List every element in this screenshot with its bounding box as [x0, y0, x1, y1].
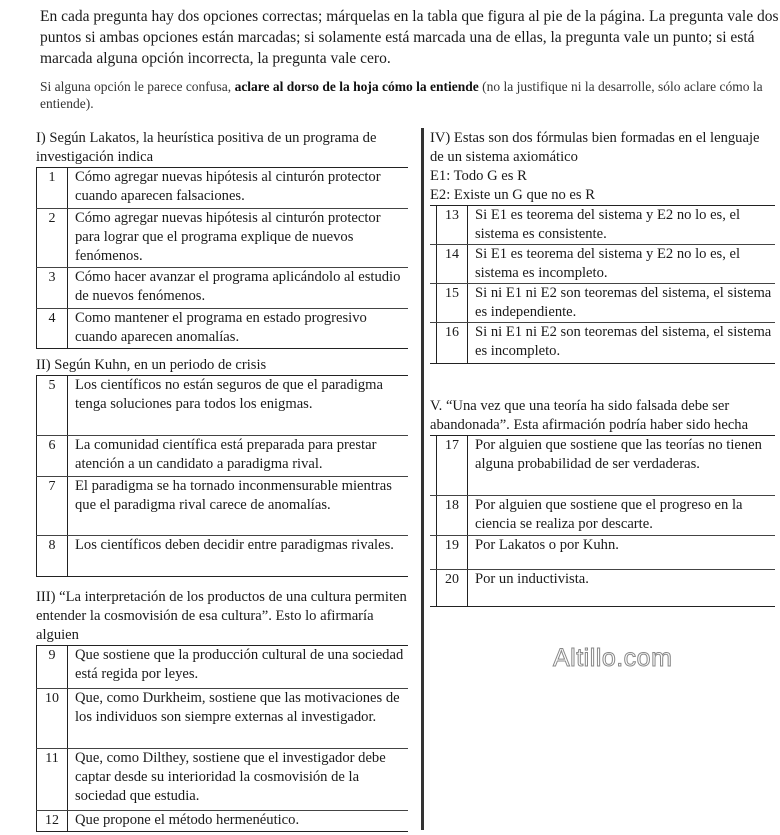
option-row[interactable]	[36, 476, 408, 535]
formula: E1: Todo G es R	[430, 168, 527, 184]
option-text: Por Lakatos o por Kuhn.	[475, 537, 619, 553]
option-number[interactable]: 2	[36, 209, 68, 267]
option-number[interactable]: 1	[36, 168, 68, 208]
option-row[interactable]	[430, 283, 775, 322]
option-number[interactable]: 16	[436, 323, 468, 363]
option-text: Como mantener el programa en estado progresivo cuando aparecen anomalías.	[75, 310, 367, 345]
option-number[interactable]: 9	[36, 646, 68, 688]
option-number[interactable]: 19	[436, 536, 468, 569]
option-row[interactable]	[36, 208, 408, 267]
question-heading: III) “La interpretación de los productos de una cultura permiten entender la cosmovisión de esa cultura”. Esto lo afirmaría alguien	[36, 589, 407, 643]
option-number[interactable]: 13	[436, 206, 468, 244]
option-row[interactable]	[36, 267, 408, 308]
question-2	[36, 356, 408, 577]
option-text: Los científicos no están seguros de que el paradigma tenga soluciones para todos los enigmas.	[75, 377, 383, 412]
instructions: En cada pregunta hay dos opciones correctas; márquelas en la tabla que figura al pie de la página. La pregunta vale dos puntos si ambas opciones están marcadas; si solamente está marcada una de ellas, la pregunta vale un punto; si está marcada alguna opción incorrecta, la pregunta vale cero.	[40, 8, 779, 67]
option-text: Que propone el método hermenéutico.	[75, 812, 300, 828]
option-text: Cómo agregar nuevas hipótesis al cinturón protector cuando aparecen falsaciones.	[75, 169, 381, 204]
question-5	[430, 397, 775, 607]
option-number[interactable]: 3	[36, 268, 68, 308]
option-number[interactable]: 7	[36, 477, 68, 535]
option-number[interactable]: 10	[36, 689, 68, 748]
option-text: Que, como Durkheim, sostiene que las motivaciones de los individuos son siempre externas al investigador.	[75, 690, 400, 725]
column-divider	[421, 128, 424, 830]
option-row[interactable]	[36, 748, 408, 810]
options-table	[430, 435, 775, 607]
option-text: Si ni E1 ni E2 son teoremas del sistema, el sistema es incompleto.	[475, 324, 772, 359]
option-number[interactable]: 17	[436, 436, 468, 495]
option-number[interactable]: 14	[436, 245, 468, 283]
option-text: Que sostiene que la producción cultural de una sociedad está regida por leyes.	[75, 647, 404, 682]
question-3	[36, 588, 408, 832]
option-row[interactable]	[430, 436, 775, 495]
question-4	[430, 129, 775, 364]
question-heading: IV) Estas son dos fórmulas bien formadas en el lenguaje de un sistema axiomático	[430, 130, 760, 165]
formula: E2: Existe un G que no es R	[430, 187, 595, 203]
option-text: Cómo agregar nuevas hipótesis al cinturón protector para lograr que el programa explique de nuevos fenómenos.	[75, 210, 381, 264]
question-heading: V. “Una vez que una teoría ha sido falsada debe ser abandonada”. Esta afirmación podría haber sido hecha	[430, 398, 749, 433]
option-number[interactable]: 5	[36, 376, 68, 435]
option-text: Los científicos deben decidir entre paradigmas rivales.	[75, 537, 394, 553]
note-text: Si alguna opción le parece confusa,	[40, 79, 235, 94]
option-text: La comunidad científica está preparada para prestar atención a un candidato a paradigma rival.	[75, 437, 377, 472]
option-row[interactable]	[36, 535, 408, 576]
option-text: El paradigma se ha tornado inconmensurable mientras que el paradigma rival carece de anomalías.	[75, 478, 392, 513]
question-1	[36, 129, 408, 349]
note-text-end: (no la justifique ni la desarrolle, sólo aclare cómo la entiende).	[40, 79, 763, 111]
option-number[interactable]: 18	[436, 496, 468, 535]
option-row[interactable]	[36, 168, 408, 208]
option-number[interactable]: 11	[36, 749, 68, 810]
option-row[interactable]	[36, 435, 408, 476]
option-row[interactable]	[36, 810, 408, 831]
options-table	[430, 205, 775, 364]
option-number[interactable]: 20	[436, 570, 468, 606]
option-row[interactable]	[36, 376, 408, 435]
watermark-logo: Altillo.com	[553, 644, 673, 672]
note-bold-text: aclare al dorso de la hoja cómo la entiende	[234, 79, 479, 94]
option-text: Si E1 es teorema del sistema y E2 no lo es, el sistema es incompleto.	[475, 246, 741, 281]
option-text: Que, como Dilthey, sostiene que el investigador debe captar desde su interioridad la cosmovisión de la sociedad que estudia.	[75, 750, 386, 804]
option-row[interactable]	[430, 535, 775, 569]
option-text: Cómo hacer avanzar el programa aplicándolo al estudio de nuevos fenómenos.	[75, 269, 401, 304]
question-heading: II) Según Kuhn, en un periodo de crisis	[36, 357, 267, 373]
option-row[interactable]	[430, 322, 775, 363]
option-number[interactable]: 12	[36, 811, 68, 831]
option-row[interactable]	[430, 244, 775, 283]
option-number[interactable]: 8	[36, 536, 68, 576]
option-number[interactable]: 6	[36, 436, 68, 476]
option-text: Por alguien que sostiene que las teorías no tienen alguna probabilidad de ser verdaderas.	[475, 437, 762, 472]
option-row[interactable]	[36, 308, 408, 348]
options-table	[36, 645, 408, 832]
option-text: Si ni E1 ni E2 son teoremas del sistema, el sistema es independiente.	[475, 285, 772, 320]
options-table	[36, 375, 408, 577]
question-heading: I) Según Lakatos, la heurística positiva de un programa de investigación indica	[36, 130, 377, 165]
option-text: Por alguien que sostiene que el progreso en la ciencia se realiza por descarte.	[475, 497, 743, 532]
option-number[interactable]: 15	[436, 284, 468, 322]
option-row[interactable]	[430, 569, 775, 606]
option-row[interactable]	[36, 688, 408, 748]
option-text: Por un inductivista.	[475, 571, 589, 587]
options-table	[36, 167, 408, 349]
option-row[interactable]	[36, 646, 408, 688]
option-row[interactable]	[430, 206, 775, 244]
option-number[interactable]: 4	[36, 309, 68, 348]
option-row[interactable]	[430, 495, 775, 535]
clarification-note	[40, 78, 780, 112]
option-text: Si E1 es teorema del sistema y E2 no lo es, el sistema es consistente.	[475, 207, 741, 242]
